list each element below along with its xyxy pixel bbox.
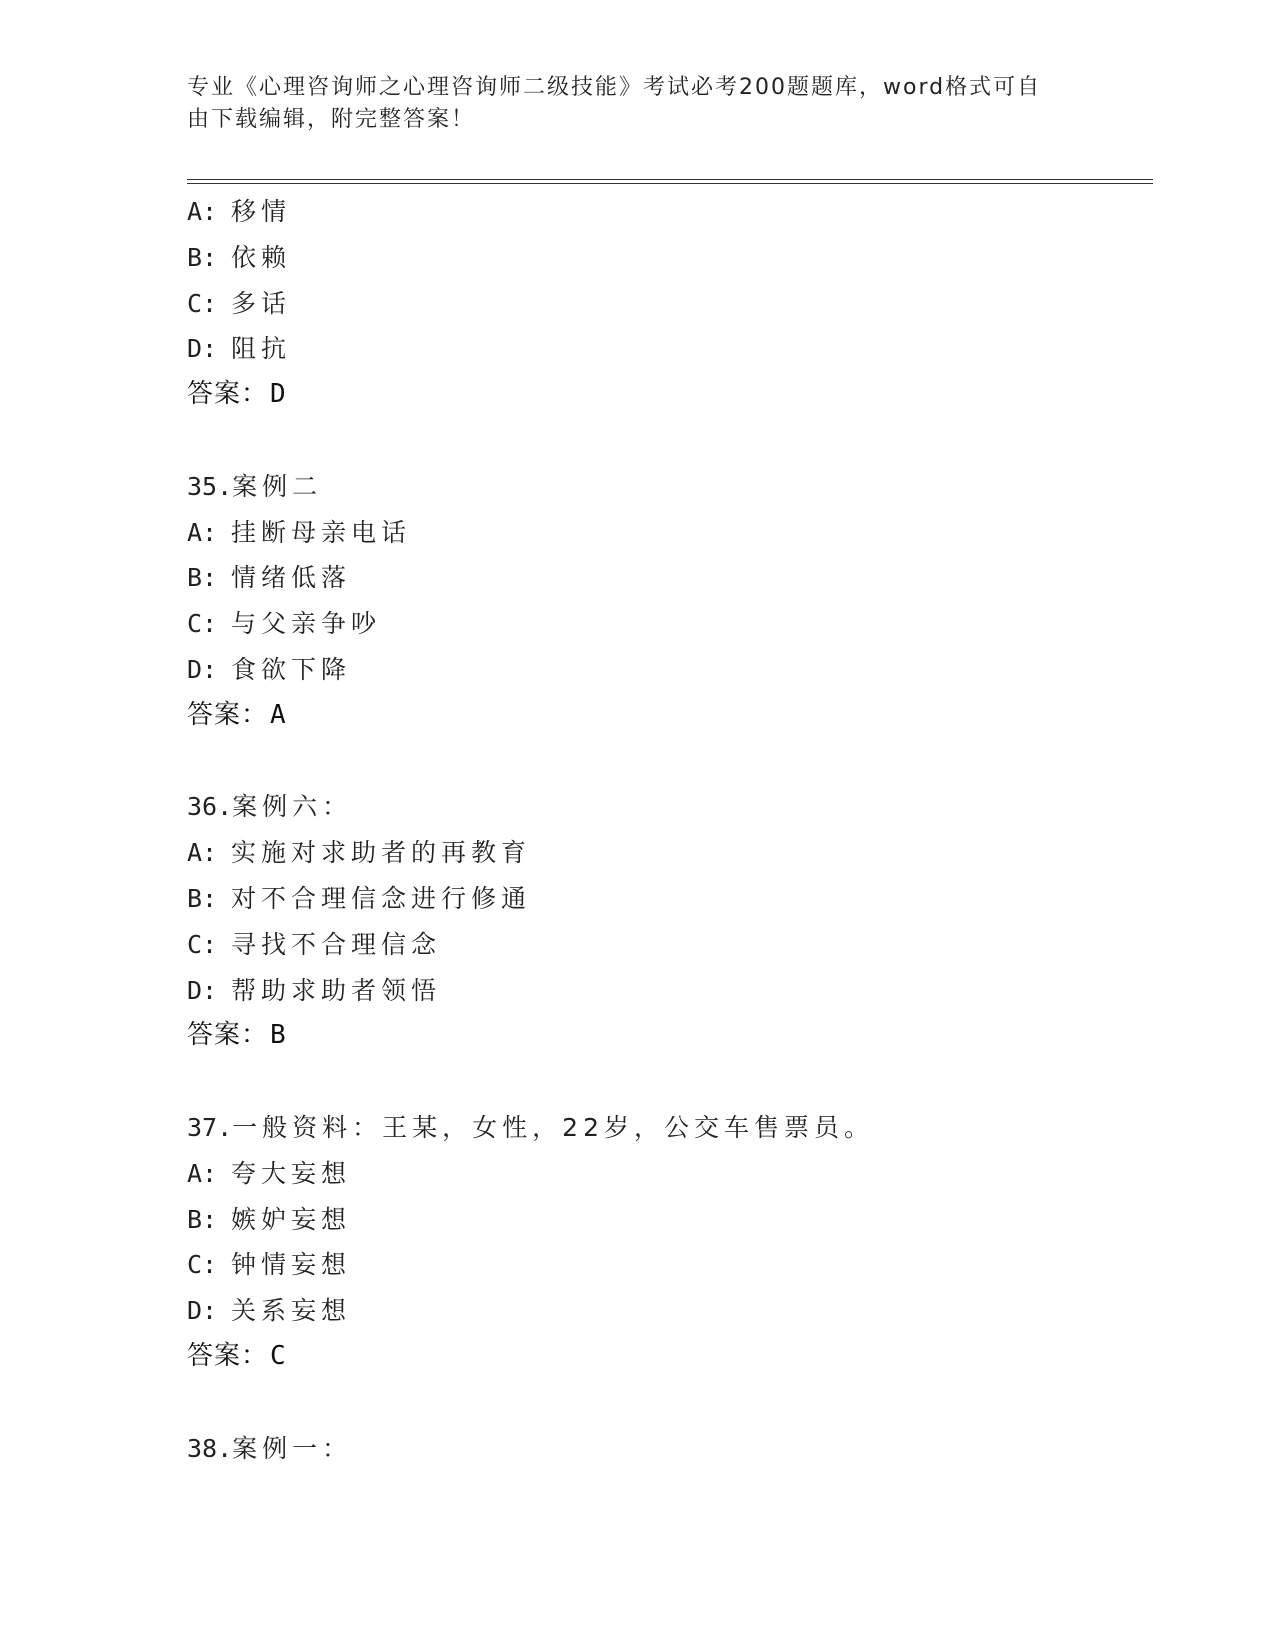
header-line-2: 由下载编辑，附完整答案！ bbox=[187, 107, 476, 132]
q35-option-d: D: 食欲下降 bbox=[187, 654, 352, 684]
q35-option-b: B: 情绪低落 bbox=[187, 563, 352, 593]
q37-option-b: B: 嫉妒妄想 bbox=[187, 1204, 352, 1234]
question-list bbox=[187, 189, 1153, 1471]
q34-option-c: C: 多话 bbox=[187, 288, 292, 318]
document-header bbox=[187, 72, 1087, 136]
q34-option-a: A: 移情 bbox=[187, 197, 292, 226]
spacer bbox=[187, 1380, 1153, 1426]
q36-stem: 36.案例六： bbox=[187, 792, 353, 822]
q35-option-c: C: 与父亲争吵 bbox=[187, 609, 382, 639]
q36-option-c: C: 寻找不合理信念 bbox=[187, 929, 442, 959]
q35-option-a: A: 挂断母亲电话 bbox=[187, 517, 412, 547]
q37-option-d: D: 关系妄想 bbox=[187, 1296, 352, 1326]
header-line-1: 专业《心理咨询师之心理咨询师二级技能》考试必考200题题库，word格式可自 bbox=[187, 75, 1042, 100]
q35-answer: 答案：A bbox=[187, 699, 287, 730]
q38-stem: 38.案例一： bbox=[187, 1433, 353, 1463]
q34-option-b: B: 依赖 bbox=[187, 242, 292, 272]
spacer bbox=[187, 418, 1153, 464]
header-divider-bottom bbox=[187, 183, 1153, 184]
q34-option-d: D: 阻抗 bbox=[187, 334, 292, 364]
header-divider-top bbox=[187, 179, 1153, 180]
q35-stem: 35.案例二 bbox=[187, 471, 323, 501]
spacer bbox=[187, 739, 1153, 785]
spacer bbox=[187, 1059, 1153, 1105]
q37-stem: 37.一般资料：王某，女性，22岁，公交车售票员。 bbox=[187, 1112, 874, 1142]
q37-answer: 答案：C bbox=[187, 1340, 287, 1371]
q36-option-a: A: 实施对求助者的再教育 bbox=[187, 838, 532, 868]
q37-option-c: C: 钟情妄想 bbox=[187, 1250, 352, 1280]
q37-option-a: A: 夸大妄想 bbox=[187, 1158, 352, 1188]
q34-answer: 答案：D bbox=[187, 379, 287, 410]
q36-option-b: B: 对不合理信念进行修通 bbox=[187, 883, 532, 913]
q36-option-d: D: 帮助求助者领悟 bbox=[187, 975, 442, 1005]
q36-answer: 答案：B bbox=[187, 1020, 287, 1051]
